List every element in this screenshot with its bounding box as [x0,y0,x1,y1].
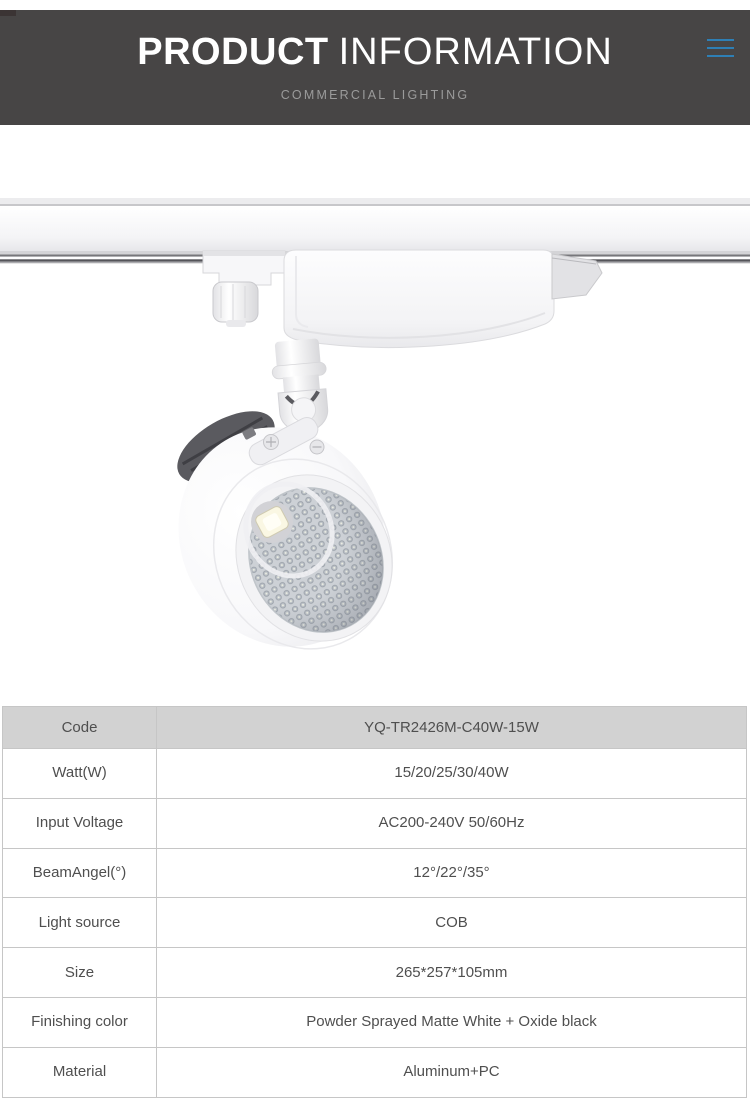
page-subtitle: COMMERCIAL LIGHTING [280,88,470,102]
spec-value: 265*257*105mm [395,963,508,981]
hamburger-menu-icon[interactable] [707,39,734,57]
table-row [3,1047,746,1097]
spec-table [2,706,747,1098]
spec-value: 12°/22°/35° [413,863,490,881]
header [0,10,750,125]
spec-value: YQ-TR2426M-C40W-15W [364,718,539,736]
spec-label: Finishing color [3,998,157,1047]
page-title-light: INFORMATION [338,31,613,73]
spec-value: 15/20/25/30/40W [394,764,509,782]
page-title-bold: PRODUCT [137,31,329,73]
spec-value: Aluminum+PC [403,1063,500,1081]
spec-label: Material [3,1048,157,1097]
table-row [3,748,746,798]
spec-label: Watt(W) [3,749,157,798]
table-row [3,798,746,848]
corner-mark [0,10,16,16]
table-row [3,707,746,748]
spec-value: Powder Sprayed Matte White + Oxide black [306,1013,597,1031]
table-row [3,897,746,947]
spec-label: Size [3,948,157,997]
spec-label: Input Voltage [3,799,157,848]
spec-label: BeamAngel(°) [3,849,157,898]
spec-label: Light source [3,898,157,947]
table-row [3,947,746,997]
track-light-illustration [0,130,750,690]
product-image [0,130,750,690]
page-title [137,33,613,71]
spec-value: AC200-240V 50/60Hz [378,814,525,832]
spec-value: COB [435,913,468,931]
table-row [3,848,746,898]
table-row [3,997,746,1047]
spec-label: Code [3,707,157,748]
